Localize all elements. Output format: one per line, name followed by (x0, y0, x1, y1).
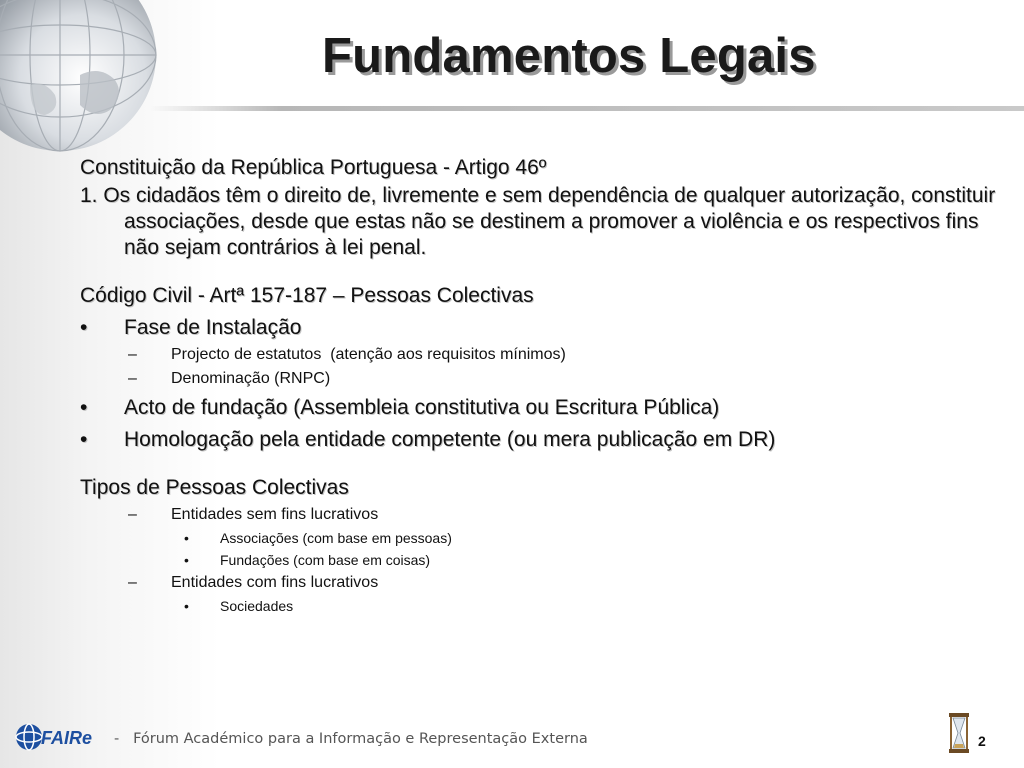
list-item (80, 395, 1000, 421)
sub-list-item (80, 505, 1000, 525)
section1-heading: Constituição da República Portuguesa - Artigo 46º (80, 156, 547, 179)
sub-list-item (80, 369, 1000, 389)
sub-sub-list-item-label: Fundações (com base em coisas) (220, 552, 431, 568)
sub-sub-list-item (80, 529, 1000, 547)
footer-separator: - (114, 731, 120, 747)
list-item (80, 315, 1000, 341)
bullet-marker: • (80, 428, 88, 451)
list-item-label: Fase de Instalação (124, 316, 302, 339)
sub-sub-list-item (80, 597, 1000, 615)
list-item-label: Acto de fundação (Assembleia constitutiva ou Escritura Pública) (124, 396, 720, 419)
sub-sub-list-item (80, 551, 1000, 569)
slide-title: Fundamentos Legais (322, 29, 816, 83)
spacer (80, 261, 1000, 283)
slide-content (80, 155, 1000, 615)
page-number: 2 (978, 733, 986, 749)
dash-marker: – (128, 574, 137, 591)
globe-icon (0, 0, 160, 155)
section3-heading: Tipos de Pessoas Colectivas (80, 476, 349, 499)
spacer (80, 453, 1000, 475)
faire-logo-icon (14, 722, 114, 752)
bullet-marker: • (80, 396, 88, 419)
footer-text: Fórum Académico para a Informação e Representação Externa (133, 731, 588, 747)
sub-list-item (80, 345, 1000, 365)
sub-sub-list-item-label: Sociedades (220, 598, 294, 614)
sub-list-item-label: Entidades sem fins lucrativos (171, 506, 379, 523)
sub-sub-list-item-label: Associações (com base em pessoas) (220, 530, 452, 546)
section1-paragraph: 1. Os cidadãos têm o direito de, livremente e sem dependência de qualquer autorização, constituir associações, desde que estas não se destinem a promover a violência e os respectivos fins não sejam contrários à lei penal. (80, 184, 996, 259)
bullet-marker: • (184, 598, 189, 614)
dash-marker: – (128, 506, 137, 523)
section2-heading: Código Civil - Artª 157-187 – Pessoas Colectivas (80, 284, 534, 307)
bullet-marker: • (184, 530, 189, 546)
logo-wordmark: FAIRe (41, 728, 93, 748)
bullet-marker: • (184, 552, 189, 568)
sub-list-item-label: Denominação (RNPC) (171, 370, 331, 387)
bullet-marker: • (80, 316, 88, 339)
sub-list-item-label: Projecto de estatutos (atenção aos requisitos mínimos) (171, 346, 566, 363)
sub-list-item-label: Entidades com fins lucrativos (171, 574, 379, 591)
list-item (80, 427, 1000, 453)
footer-caption (114, 731, 588, 747)
dash-marker: – (128, 346, 137, 363)
sub-list-item (80, 573, 1000, 593)
dash-marker: – (128, 370, 137, 387)
hourglass-icon (948, 713, 970, 753)
list-item-label: Homologação pela entidade competente (ou mera publicação em DR) (124, 428, 776, 451)
title-divider (150, 106, 1024, 111)
